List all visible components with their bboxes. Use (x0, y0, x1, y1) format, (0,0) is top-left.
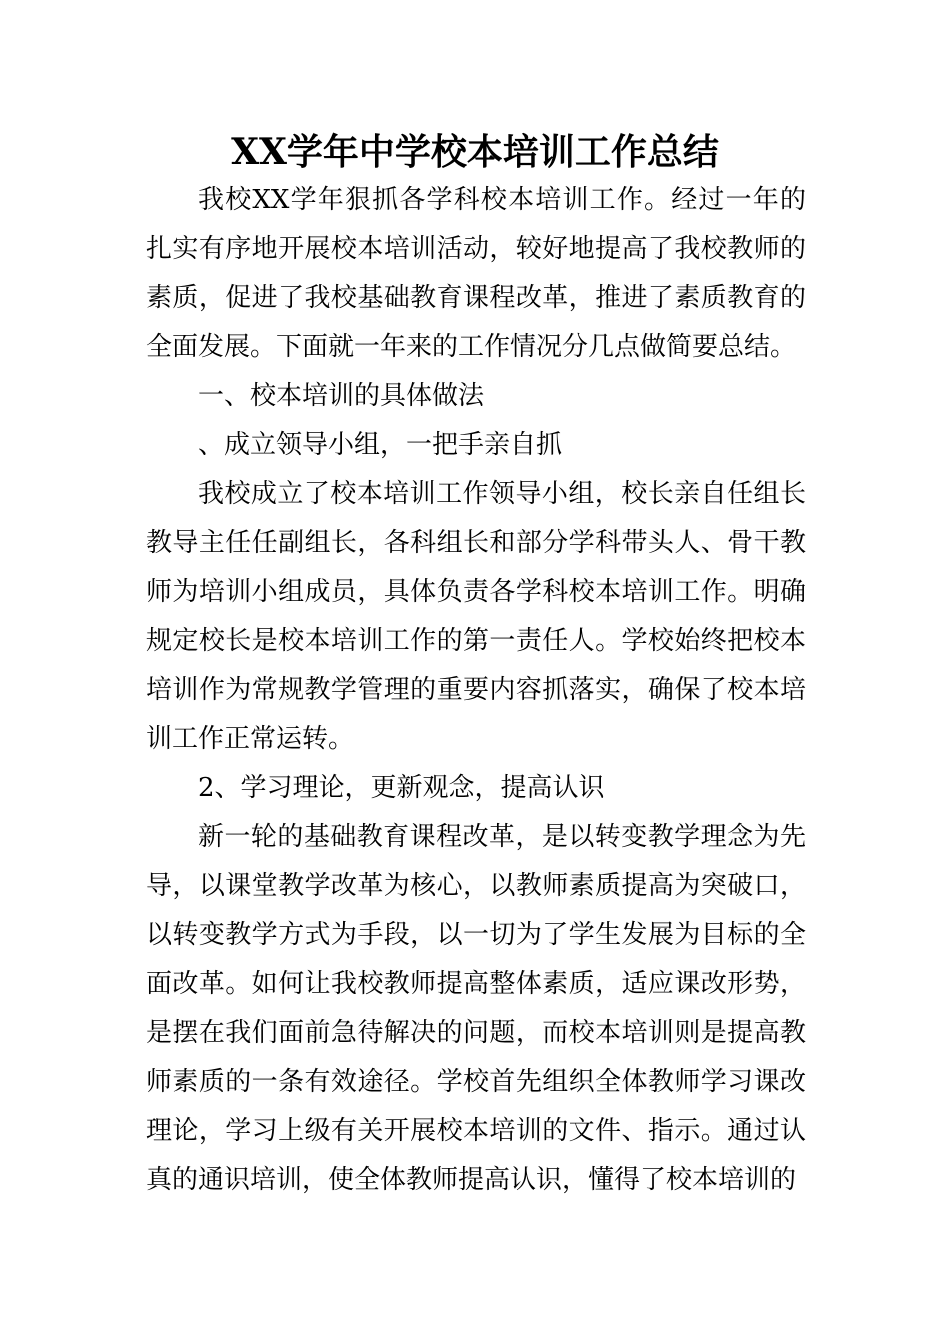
document-body (146, 176, 806, 1205)
paragraph-leadership: 我校成立了校本培训工作领导小组，校长亲自任组长教导主任任副组长，各科组长和部分学科带头人、骨干教师为培训小组成员，具体负责各学科校本培训工作。明确规定校长是校本培训工作的第一责任人。学校始终把校本培训作为常规教学管理的重要内容抓落实，确保了校本培训工作正常运转。 (146, 479, 806, 754)
document-title: XX学年中学校本培训工作总结 (231, 131, 719, 173)
section-heading-1: 一、校本培训的具体做法 (198, 381, 485, 411)
subheading-2: 2、学习理论，更新观念，提高认识 (198, 773, 605, 803)
subheading-1: 、成立领导小组，一把手亲自抓 (198, 430, 563, 460)
paragraph-theory: 新一轮的基础教育课程改革，是以转变教学理念为先导，以课堂教学改革为核心，以教师素质提高为突破口，以转变教学方式为手段，以一切为了学生发展为目标的全面改革。如何让我校教师提高整体素质，适应课改形势，是摆在我们面前急待解决的问题，而校本培训则是提高教师素质的一条有效途径。学校首先组织全体教师学习课改理论，学习上级有关开展校本培训的文件、指示。通过认真的通识培训，使全体教师提高认识，懂得了校本培训的 (146, 822, 806, 1195)
paragraph-intro: 我校XX学年狠抓各学科校本培训工作。经过一年的扎实有序地开展校本培训活动，较好地提高了我校教师的素质，促进了我校基础教育课程改革，推进了素质教育的全面发展。下面就一年来的工作情况分几点做简要总结。 (146, 185, 806, 362)
